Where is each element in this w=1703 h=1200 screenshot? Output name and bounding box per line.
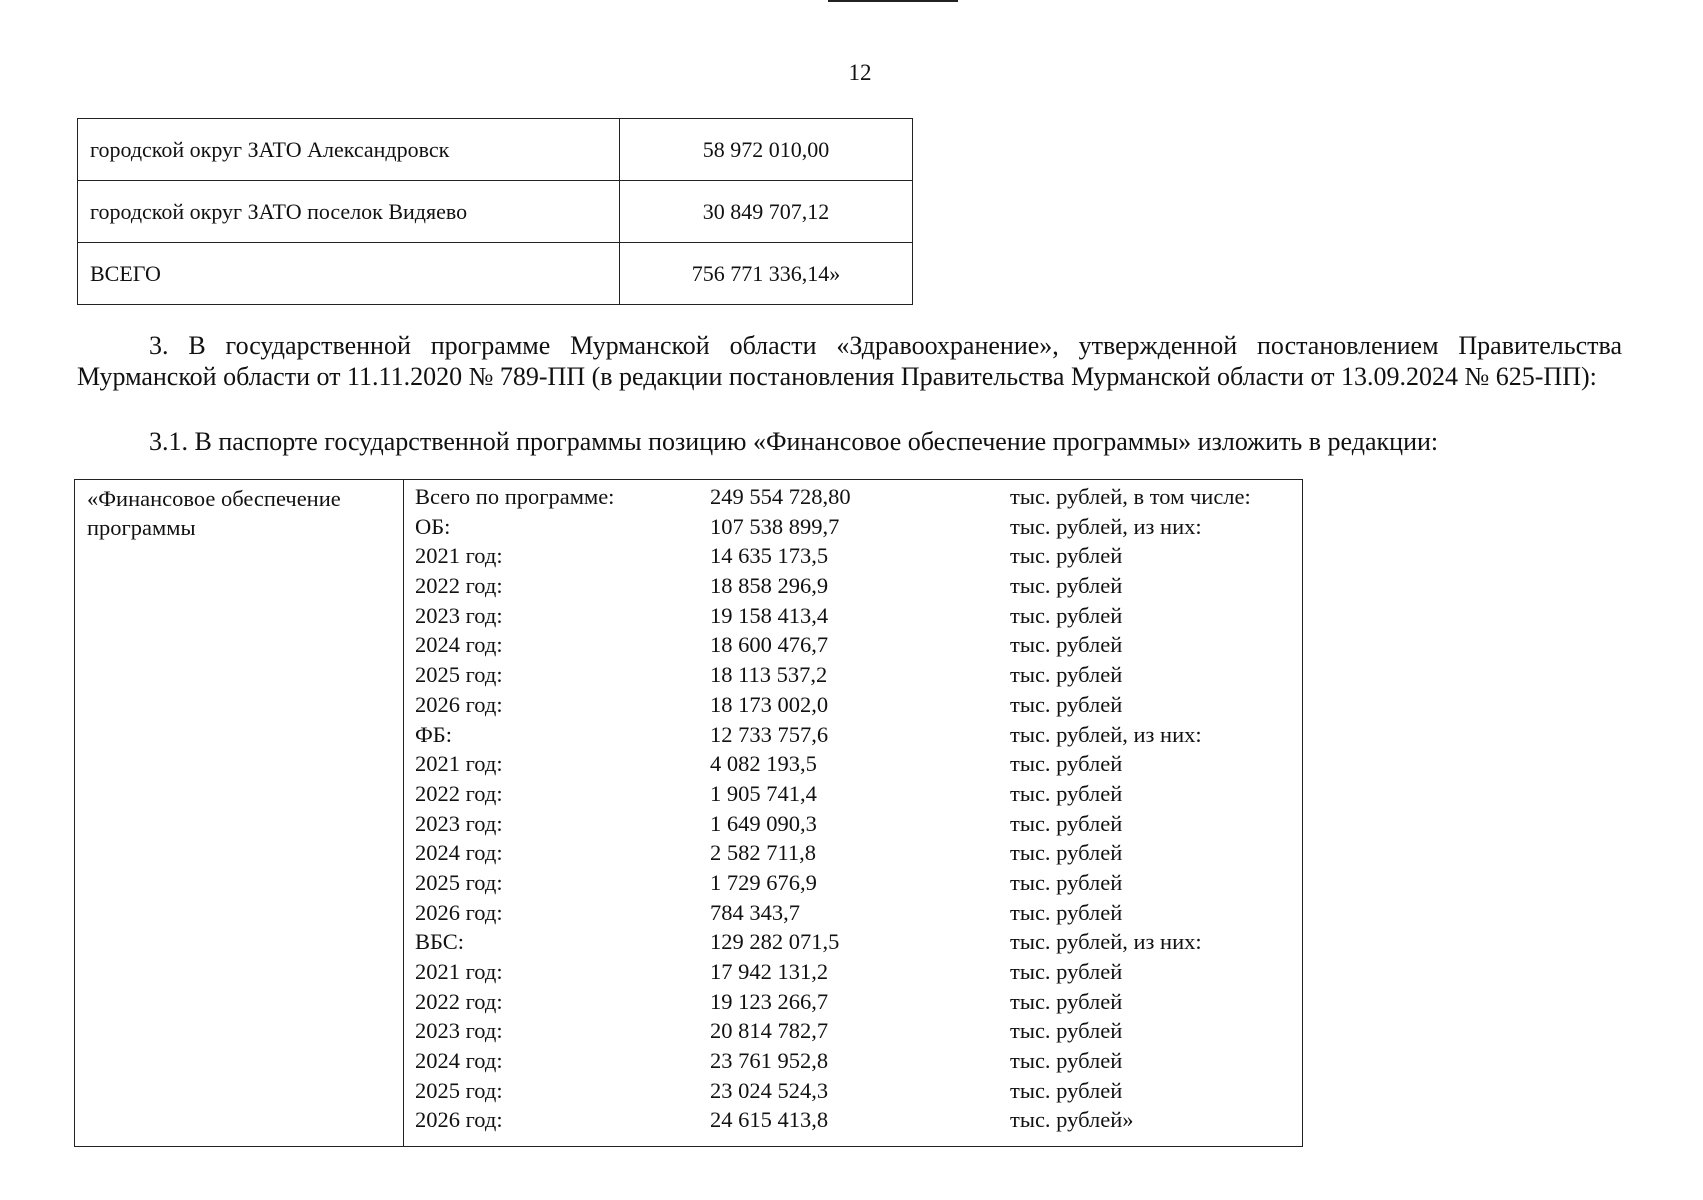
unit-label: тыс. рублей bbox=[1010, 1018, 1123, 1044]
top-rule bbox=[828, 0, 958, 2]
amount-value: 129 282 071,5 bbox=[710, 929, 840, 955]
financing-row bbox=[415, 868, 1302, 898]
unit-label: тыс. рублей bbox=[1010, 869, 1123, 895]
funding-amount: 30 849 707,12 bbox=[620, 181, 913, 243]
unit-label: тыс. рублей bbox=[1010, 1048, 1123, 1074]
period-label: 2024 год: bbox=[415, 840, 503, 866]
unit-label: тыс. рублей bbox=[1010, 899, 1123, 925]
financing-row bbox=[415, 838, 1302, 868]
municipality-name: городской округ ЗАТО Александровск bbox=[78, 119, 620, 181]
period-label: 2022 год: bbox=[415, 573, 503, 599]
unit-label: тыс. рублей» bbox=[1010, 1107, 1134, 1133]
period-label: 2023 год: bbox=[415, 602, 503, 628]
paragraph-3-1: 3.1. В паспорте государственной программы позицию «Финансовое обеспечение программы» изложить в редакции: bbox=[149, 427, 1439, 456]
period-label: 2022 год: bbox=[415, 780, 503, 806]
financing-row bbox=[415, 779, 1302, 809]
amount-value: 2 582 711,8 bbox=[710, 840, 817, 866]
table-row bbox=[78, 181, 913, 243]
financing-row bbox=[415, 898, 1302, 928]
amount-value: 1 729 676,9 bbox=[710, 869, 817, 895]
unit-label: тыс. рублей bbox=[1010, 602, 1123, 628]
financing-table bbox=[74, 479, 1303, 1147]
municipal-funding-table bbox=[77, 118, 913, 305]
period-label: 2023 год: bbox=[415, 810, 503, 836]
amount-value: 20 814 782,7 bbox=[710, 1018, 829, 1044]
amount-value: 18 858 296,9 bbox=[710, 573, 829, 599]
unit-label: тыс. рублей bbox=[1010, 662, 1123, 688]
financing-row bbox=[415, 690, 1302, 720]
period-label: 2026 год: bbox=[415, 1107, 503, 1133]
amount-value: 784 343,7 bbox=[710, 899, 800, 925]
financing-row bbox=[415, 987, 1302, 1017]
unit-label: тыс. рублей bbox=[1010, 751, 1123, 777]
amount-value: 1 649 090,3 bbox=[710, 810, 817, 836]
period-label: 2026 год: bbox=[415, 691, 503, 717]
period-label: 2026 год: bbox=[415, 899, 503, 925]
period-label: Всего по программе: bbox=[415, 484, 615, 509]
financing-row bbox=[415, 482, 1302, 512]
unit-label: тыс. рублей bbox=[1010, 988, 1123, 1014]
amount-value: 4 082 193,5 bbox=[710, 751, 817, 777]
amount-value: 18 113 537,2 bbox=[710, 662, 828, 688]
amount-value: 24 615 413,8 bbox=[710, 1107, 829, 1133]
financing-row bbox=[415, 957, 1302, 987]
unit-label: тыс. рублей bbox=[1010, 959, 1123, 984]
funding-amount: 58 972 010,00 bbox=[620, 119, 913, 181]
table-row bbox=[78, 243, 913, 305]
financing-row bbox=[415, 720, 1302, 750]
amount-value: 23 761 952,8 bbox=[710, 1048, 829, 1074]
unit-label: тыс. рублей, из них: bbox=[1010, 513, 1202, 539]
financing-row bbox=[415, 601, 1302, 631]
amount-value: 17 942 131,2 bbox=[710, 959, 829, 984]
financing-label: «Финансовое обеспечение программы bbox=[87, 486, 341, 540]
unit-label: тыс. рублей bbox=[1010, 780, 1123, 806]
financing-row bbox=[415, 749, 1302, 779]
unit-label: тыс. рублей bbox=[1010, 573, 1123, 599]
financing-row bbox=[415, 512, 1302, 542]
period-label: 2025 год: bbox=[415, 869, 503, 895]
financing-row bbox=[415, 1076, 1302, 1106]
period-label: 2022 год: bbox=[415, 988, 503, 1014]
unit-label: тыс. рублей bbox=[1010, 840, 1123, 866]
unit-label: тыс. рублей bbox=[1010, 543, 1123, 569]
unit-label: тыс. рублей, из них: bbox=[1010, 929, 1202, 955]
period-label: 2021 год: bbox=[415, 959, 503, 984]
unit-label: тыс. рублей, в том числе: bbox=[1010, 484, 1251, 509]
financing-row bbox=[415, 541, 1302, 571]
amount-value: 19 123 266,7 bbox=[710, 988, 829, 1014]
period-label: 2024 год: bbox=[415, 632, 503, 658]
unit-label: тыс. рублей bbox=[1010, 632, 1123, 658]
amount-value: 18 173 002,0 bbox=[710, 691, 829, 717]
period-label: ОБ: bbox=[415, 513, 451, 539]
unit-label: тыс. рублей bbox=[1010, 1077, 1123, 1103]
unit-label: тыс. рублей bbox=[1010, 810, 1123, 836]
amount-value: 18 600 476,7 bbox=[710, 632, 829, 658]
period-label: 2025 год: bbox=[415, 662, 503, 688]
amount-value: 1 905 741,4 bbox=[710, 780, 817, 806]
period-label: 2023 год: bbox=[415, 1018, 503, 1044]
unit-label: тыс. рублей, из них: bbox=[1010, 721, 1202, 747]
financing-row bbox=[415, 809, 1302, 839]
financing-row bbox=[415, 571, 1302, 601]
period-label: 2021 год: bbox=[415, 751, 503, 777]
table-row bbox=[78, 119, 913, 181]
period-label: 2021 год: bbox=[415, 543, 503, 569]
municipality-name: городской округ ЗАТО поселок Видяево bbox=[78, 181, 620, 243]
financing-row bbox=[415, 1105, 1302, 1135]
financing-row bbox=[415, 660, 1302, 690]
period-label: 2025 год: bbox=[415, 1077, 503, 1103]
financing-rows bbox=[415, 482, 1302, 1135]
period-label: ФБ: bbox=[415, 721, 452, 747]
page-number: 12 bbox=[848, 60, 872, 85]
paragraph-3: 3. В государственной программе Мурманской области «Здравоохранение», утвержденной постановлением Правительства Мурманской области от 11.11.2020 № 789-ПП (в редакции постановления Правительства Мурманской области от 13.09.2024 № 625-ПП): bbox=[77, 331, 1622, 391]
period-label: ВБС: bbox=[415, 929, 465, 955]
period-label: 2024 год: bbox=[415, 1048, 503, 1074]
funding-amount: 756 771 336,14» bbox=[620, 243, 913, 305]
financing-row bbox=[415, 927, 1302, 957]
municipality-name: ВСЕГО bbox=[78, 243, 620, 305]
unit-label: тыс. рублей bbox=[1010, 691, 1123, 717]
amount-value: 23 024 524,3 bbox=[710, 1077, 829, 1103]
financing-row bbox=[415, 1016, 1302, 1046]
amount-value: 107 538 899,7 bbox=[710, 513, 840, 539]
amount-value: 14 635 173,5 bbox=[710, 543, 829, 569]
amount-value: 19 158 413,4 bbox=[710, 602, 829, 628]
column-divider bbox=[403, 480, 404, 1146]
amount-value: 249 554 728,80 bbox=[710, 484, 851, 509]
financing-row bbox=[415, 630, 1302, 660]
amount-value: 12 733 757,6 bbox=[710, 721, 829, 747]
financing-row bbox=[415, 1046, 1302, 1076]
